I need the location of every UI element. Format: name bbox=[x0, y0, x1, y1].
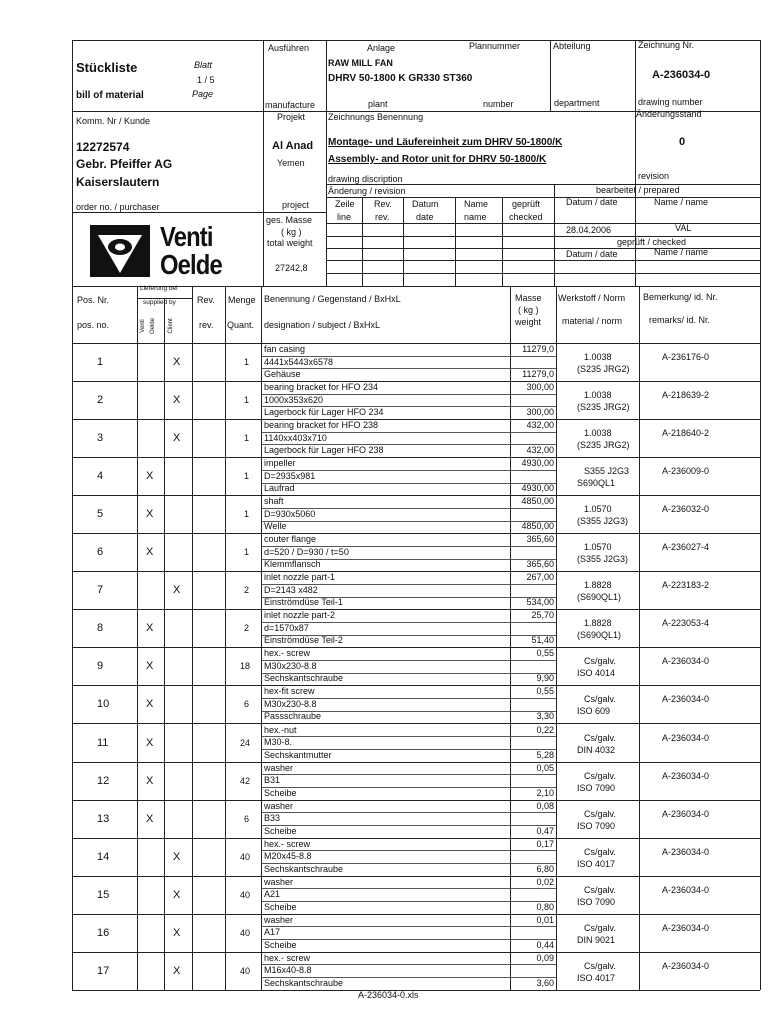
prepared-date: 28.04.2006 bbox=[566, 225, 612, 235]
table-row bbox=[72, 419, 760, 457]
material-name: 1.0038 bbox=[584, 352, 612, 362]
supplied-venti-mark: X bbox=[146, 508, 154, 521]
designation-de: Lagerbock für Lager HFO 234 bbox=[264, 407, 384, 418]
line-label: line bbox=[337, 212, 352, 222]
pos-number: 10 bbox=[97, 698, 110, 711]
pos-number: 5 bbox=[97, 508, 104, 521]
pos-number: 12 bbox=[97, 774, 110, 787]
table-row bbox=[72, 914, 760, 952]
designation-en: washer bbox=[264, 762, 294, 773]
remark-id: A-223053-4 bbox=[662, 618, 710, 629]
designation-en: shaft bbox=[264, 496, 284, 507]
designation-en: impeller bbox=[264, 458, 296, 469]
material-name: Cs/galv. bbox=[584, 846, 616, 857]
material-norm: ISO 4014 bbox=[577, 668, 616, 679]
unit-weight: 0,08 bbox=[536, 800, 554, 811]
material-norm: ISO 7090 bbox=[577, 782, 616, 793]
quantity: 1 bbox=[244, 471, 250, 482]
designation-en: couter flange bbox=[264, 534, 317, 545]
designation-de: Sechskantschraube bbox=[264, 863, 344, 874]
unit-weight: 0,05 bbox=[536, 762, 554, 773]
drawing-title-de: Montage- und Läufereinheit zum DHRV 50-1800/K bbox=[328, 137, 563, 148]
material-norm: ISO 7090 bbox=[577, 820, 616, 831]
quantity: 1 bbox=[244, 357, 250, 367]
remark-id: A-236034-0 bbox=[662, 694, 710, 705]
quantity: 42 bbox=[240, 775, 251, 786]
quantity: 2 bbox=[244, 585, 250, 596]
plannummer-label: Plannummer bbox=[469, 41, 521, 51]
pos-number: 9 bbox=[97, 660, 104, 673]
unit-weight: 0,55 bbox=[536, 686, 554, 697]
supplied-client-mark: X bbox=[173, 394, 181, 407]
designation-en: hex.- screw bbox=[264, 838, 311, 849]
unit-weight: 25,70 bbox=[531, 610, 554, 621]
venti-oelde-logo bbox=[90, 223, 250, 279]
unit-weight: 0,22 bbox=[536, 724, 554, 735]
designation-de: Sechskantmutter bbox=[264, 749, 332, 760]
material-norm: (S690QL1) bbox=[577, 592, 622, 603]
designation-de: Scheibe bbox=[264, 939, 297, 950]
oelde-column-label: Oelde bbox=[150, 318, 156, 335]
quantity: 2 bbox=[244, 623, 250, 634]
bemerkung-header: Bemerkung/ id. Nr. bbox=[643, 292, 718, 302]
revision-value: 0 bbox=[679, 136, 686, 148]
quantity: 40 bbox=[240, 927, 251, 938]
masse-kg-header: ( kg ) bbox=[518, 305, 539, 315]
designation-de: Einströmdüse Teil-2 bbox=[264, 635, 343, 646]
unit-weight: 4850,00 bbox=[521, 496, 554, 507]
material-norm: ISO 4017 bbox=[577, 972, 616, 983]
remark-id: A-236034-0 bbox=[662, 808, 710, 819]
geprueft-checked-label: geprüft / checked bbox=[617, 237, 687, 247]
customer-city: Kaiserslautern bbox=[76, 175, 160, 189]
number-label: number bbox=[483, 99, 514, 109]
unit-weight: 4930,00 bbox=[521, 458, 554, 469]
supplied-venti-mark: X bbox=[146, 812, 154, 825]
material-name: 1.8828 bbox=[584, 580, 612, 591]
pos-number: 1 bbox=[97, 356, 104, 368]
supplied-client-mark: X bbox=[173, 850, 181, 863]
designation-dims: 1140xx403x710 bbox=[264, 432, 327, 443]
total-item-weight: 6,80 bbox=[536, 863, 554, 874]
designation-en: hex.-nut bbox=[264, 724, 297, 735]
table-row bbox=[72, 457, 760, 495]
ausfuehren-label: Ausführen bbox=[268, 43, 310, 53]
unit-weight: 0,09 bbox=[536, 952, 554, 963]
supplied-client-mark: X bbox=[173, 926, 181, 939]
checked-header: checked bbox=[509, 212, 543, 222]
designation-en: bearing bracket for HFO 234 bbox=[264, 382, 379, 393]
material-norm: (S355 J2G3) bbox=[577, 554, 629, 565]
material-name: 1.0038 bbox=[584, 428, 612, 439]
unit-weight: 0,17 bbox=[536, 838, 554, 849]
total-item-weight: 5,28 bbox=[536, 749, 554, 760]
zeichnung-nr-label: Zeichnung Nr. bbox=[638, 40, 695, 50]
table-row bbox=[72, 533, 760, 571]
drawing-number: A-236034-0 bbox=[652, 69, 711, 81]
werkstoff-header: Werkstoff / Norm bbox=[558, 293, 626, 303]
manufacture-label: manufacture bbox=[265, 100, 316, 110]
supplied-venti-mark: X bbox=[146, 736, 154, 749]
pos-number: 2 bbox=[97, 394, 104, 407]
material-norm: ISO 609 bbox=[577, 706, 611, 717]
supplied-client-mark: X bbox=[173, 584, 181, 597]
table-row bbox=[72, 647, 760, 685]
material-name: 1.8828 bbox=[584, 618, 612, 629]
table-row bbox=[72, 762, 760, 800]
total-item-weight: 0,44 bbox=[536, 939, 554, 950]
designation-de: Gehäuse bbox=[264, 369, 301, 379]
designation-dims: 1000x353x620 bbox=[264, 394, 324, 405]
supplied-client-mark: X bbox=[173, 888, 181, 901]
material-norm: (S690QL1) bbox=[577, 630, 622, 641]
unit-weight: 0,01 bbox=[536, 914, 554, 925]
quantity: 1 bbox=[244, 509, 250, 520]
pos-number: 15 bbox=[97, 888, 110, 901]
designation-dims: M30x230-8.8 bbox=[264, 660, 317, 671]
total-item-weight: 51,40 bbox=[531, 635, 554, 646]
unit-weight: 432,00 bbox=[526, 420, 554, 431]
zeichnungs-benennung-label: Zeichnungs Benennung bbox=[328, 112, 424, 122]
pos-number: 14 bbox=[97, 850, 110, 863]
designation-de: Scheibe bbox=[264, 787, 297, 798]
designation-en: hex.- screw bbox=[264, 952, 311, 963]
table-row bbox=[72, 838, 760, 876]
designation-dims: B33 bbox=[264, 813, 281, 824]
material-norm: (S235 JRG2) bbox=[577, 440, 630, 451]
pos-number: 8 bbox=[97, 622, 104, 635]
rev-header: Rev. bbox=[374, 199, 392, 209]
bearbeitet-label: bearbeitet / prepared bbox=[596, 185, 680, 195]
designation-de: Lagerbock für Lager HFO 238 bbox=[264, 445, 384, 456]
material-name: S355 J2G3 bbox=[584, 466, 630, 477]
prepared-date-header: Datum / date bbox=[566, 197, 618, 207]
checked-name-header: Name / name bbox=[654, 247, 709, 257]
checked-date-header: Datum / date bbox=[566, 249, 618, 259]
designation-dims: d=1570x87 bbox=[264, 622, 309, 633]
table-row bbox=[72, 952, 760, 990]
remark-id: A-236034-0 bbox=[662, 846, 710, 857]
total-item-weight: 0,80 bbox=[536, 901, 554, 912]
department-label: department bbox=[554, 98, 600, 108]
total-item-weight: 4850,00 bbox=[521, 521, 554, 532]
projekt-label: Projekt bbox=[277, 112, 306, 122]
remark-id: A-236027-4 bbox=[662, 542, 710, 553]
lieferung-header: Lieferung bei bbox=[140, 285, 178, 292]
quantity: 6 bbox=[244, 813, 250, 824]
benennung-header: Benennung / Gegenstand / BxHxL bbox=[264, 294, 401, 304]
supplied-venti-mark: X bbox=[146, 622, 154, 635]
masse-header: Masse bbox=[515, 293, 542, 303]
rev-header-lc: rev. bbox=[375, 212, 390, 222]
remark-id: A-236034-0 bbox=[662, 884, 710, 895]
designation-de: Scheibe bbox=[264, 825, 297, 836]
logo-text-oelde: Oelde bbox=[160, 249, 222, 280]
pos-number: 7 bbox=[97, 584, 104, 597]
title-stueckliste: Stückliste bbox=[76, 60, 138, 75]
project-label: project bbox=[282, 200, 310, 210]
designation-dims: A17 bbox=[264, 927, 281, 938]
drawing-number-label: drawing number bbox=[638, 97, 703, 107]
designation-en: hex.- screw bbox=[264, 648, 311, 659]
unit-weight: 0,02 bbox=[536, 876, 554, 887]
bill-of-material-sheet bbox=[72, 40, 760, 990]
title-bill-of-material: bill of material bbox=[76, 90, 144, 101]
unit-weight: 300,00 bbox=[526, 382, 554, 393]
blatt-label: Blatt bbox=[194, 60, 213, 70]
designation-dims: 4441x5443x6578 bbox=[264, 356, 334, 367]
drawing-title-en: Assembly- and Rotor unit for DHRV 50-1800/K bbox=[328, 154, 547, 165]
material-name: Cs/galv. bbox=[584, 960, 616, 971]
total-weight-value: 27242,8 bbox=[275, 263, 308, 273]
plant-name-2: DHRV 50-1800 K GR330 ST360 bbox=[328, 73, 473, 84]
material-name: Cs/galv. bbox=[584, 732, 616, 743]
table-row bbox=[72, 876, 760, 914]
table-row bbox=[72, 800, 760, 838]
total-item-weight: 300,00 bbox=[526, 407, 554, 418]
name-header: Name bbox=[464, 199, 489, 209]
material-norm: DIN 4032 bbox=[577, 744, 616, 755]
table-row bbox=[72, 343, 760, 381]
designation-en: washer bbox=[264, 876, 294, 887]
supplied-client-mark: X bbox=[173, 432, 181, 445]
kg-label: ( kg ) bbox=[281, 227, 302, 237]
total-item-weight: 534,00 bbox=[526, 597, 554, 608]
aenderungsstand-label: Änderungsstand bbox=[636, 109, 702, 119]
material-name: Cs/galv. bbox=[584, 922, 616, 933]
table-row bbox=[72, 571, 760, 609]
designation-en: hex-fit screw bbox=[264, 686, 315, 697]
remark-id: A-236009-0 bbox=[662, 466, 710, 477]
designation-de: Welle bbox=[264, 521, 287, 532]
weight-header: weight bbox=[515, 317, 542, 327]
designation-en: bearing bracket for HFO 238 bbox=[264, 420, 379, 431]
remark-id: A-218640-2 bbox=[662, 428, 710, 439]
designation-de: Laufrad bbox=[264, 483, 295, 494]
plant-label: plant bbox=[368, 99, 388, 109]
unit-weight: 0,55 bbox=[536, 648, 554, 659]
material-name: Cs/galv. bbox=[584, 884, 616, 895]
table-row bbox=[72, 495, 760, 533]
table-row bbox=[72, 381, 760, 419]
supplied-venti-mark: X bbox=[146, 698, 154, 711]
date-header: date bbox=[416, 212, 434, 222]
order-label: order no. / purchaser bbox=[76, 202, 160, 212]
prepared-name-header: Name / name bbox=[654, 197, 709, 207]
quantity: 40 bbox=[240, 851, 251, 862]
designation-en: washer bbox=[264, 914, 294, 925]
name-header-lc: name bbox=[464, 212, 487, 222]
quant-header: Quant. bbox=[227, 320, 255, 330]
sheet-number: 1 / 5 bbox=[197, 75, 215, 85]
menge-header: Menge bbox=[228, 295, 256, 305]
designation-de: Passschraube bbox=[264, 711, 322, 722]
quantity: 40 bbox=[240, 965, 251, 976]
designation-de: Klemmflansch bbox=[264, 559, 321, 570]
supplied-venti-mark: X bbox=[146, 660, 154, 673]
pos-number: 16 bbox=[97, 926, 110, 939]
remark-id: A-236034-0 bbox=[662, 922, 710, 933]
material-name: 1.0570 bbox=[584, 542, 612, 553]
quantity: 6 bbox=[244, 699, 250, 710]
designation-en: washer bbox=[264, 800, 294, 811]
pos-number: 17 bbox=[97, 964, 110, 977]
table-row bbox=[72, 724, 760, 762]
pos-no-header: pos. no. bbox=[77, 320, 110, 330]
quantity: 24 bbox=[240, 737, 251, 748]
project-name: Al Anad bbox=[272, 140, 314, 152]
revision-label: revision bbox=[638, 171, 670, 181]
quantity: 40 bbox=[240, 889, 251, 900]
material-norm: DIN 9021 bbox=[577, 934, 616, 945]
table-row bbox=[72, 609, 760, 647]
pos-number: 13 bbox=[97, 812, 110, 825]
venti-column-label: Venti bbox=[140, 319, 146, 333]
page-label: Page bbox=[192, 89, 214, 99]
material-name: Cs/galv. bbox=[584, 770, 616, 781]
designation-header: designation / subject / BxHxL bbox=[264, 320, 381, 330]
designation-de: Sechskantschraube bbox=[264, 673, 344, 684]
designation-dims: A21 bbox=[264, 889, 281, 900]
total-item-weight: 2,10 bbox=[536, 787, 554, 798]
designation-dims: M16x40-8.8 bbox=[264, 965, 312, 976]
quantity: 18 bbox=[240, 661, 251, 672]
remark-id: A-223183-2 bbox=[662, 580, 710, 591]
table-row bbox=[72, 685, 760, 723]
pos-number: 4 bbox=[97, 470, 104, 483]
ges-masse-label: ges. Masse bbox=[266, 215, 313, 225]
designation-dims: B31 bbox=[264, 775, 281, 786]
pos-nr-header: Pos. Nr. bbox=[77, 295, 110, 305]
total-item-weight: 432,00 bbox=[526, 445, 554, 456]
remark-id: A-236032-0 bbox=[662, 504, 710, 515]
designation-en: inlet nozzle part-1 bbox=[264, 572, 336, 583]
material-name: Cs/galv. bbox=[584, 694, 616, 705]
supplied-client-mark: X bbox=[173, 356, 181, 368]
designation-dims: d=520 / D=930 / t=50 bbox=[264, 546, 349, 557]
material-norm: ISO 4017 bbox=[577, 858, 616, 869]
komm-label: Komm. Nr / Kunde bbox=[76, 116, 151, 126]
pos-number: 11 bbox=[97, 736, 109, 749]
designation-dims: M20x45-8.8 bbox=[264, 851, 312, 862]
remark-id: A-236034-0 bbox=[662, 656, 710, 667]
remark-id: A-218639-2 bbox=[662, 390, 710, 401]
designation-de: Scheibe bbox=[264, 901, 297, 912]
material-norm: S690QL1 bbox=[577, 478, 616, 489]
material-norm: ISO 7090 bbox=[577, 896, 616, 907]
remark-id: A-236034-0 bbox=[662, 960, 710, 971]
rev-column-header: Rev. bbox=[197, 295, 215, 305]
rev-column-header-lc: rev. bbox=[199, 320, 214, 330]
unit-weight: 365,60 bbox=[526, 534, 554, 545]
material-norm: (S235 JRG2) bbox=[577, 364, 630, 374]
footer-filename: A-236034-0.xls bbox=[358, 990, 419, 1000]
supplied-venti-mark: X bbox=[146, 470, 154, 483]
material-norm: (S235 JRG2) bbox=[577, 402, 630, 413]
supplied-by-header: supplied by bbox=[143, 299, 176, 306]
designation-en: fan casing bbox=[264, 344, 306, 354]
total-item-weight: 3,30 bbox=[536, 711, 554, 722]
designation-dims: D=2935x981 bbox=[264, 470, 316, 481]
quantity: 1 bbox=[244, 433, 250, 444]
supplied-client-mark: X bbox=[173, 964, 181, 977]
total-item-weight: 365,60 bbox=[526, 559, 554, 570]
material-name: 1.0038 bbox=[584, 390, 612, 401]
remark-id: A-236034-0 bbox=[662, 732, 710, 743]
total-item-weight: 0,47 bbox=[536, 825, 554, 836]
designation-dims: D=2143 x482 bbox=[264, 584, 318, 595]
material-header: material / norm bbox=[562, 316, 623, 326]
designation-en: inlet nozzle part-2 bbox=[264, 610, 336, 621]
project-country: Yemen bbox=[277, 158, 305, 168]
unit-weight: 267,00 bbox=[526, 572, 554, 583]
anlage-label: Anlage bbox=[367, 43, 396, 53]
material-name: Cs/galv. bbox=[584, 808, 616, 819]
remarks-header: remarks/ id. Nr. bbox=[649, 315, 711, 325]
designation-dims: M30-8. bbox=[264, 737, 293, 747]
komm-number: 12272574 bbox=[76, 140, 130, 154]
quantity: 1 bbox=[244, 395, 250, 406]
total-item-weight: 11279,0 bbox=[522, 369, 554, 379]
designation-dims: D=930x5060 bbox=[264, 508, 316, 519]
designation-de: Einströmdüse Teil-1 bbox=[264, 597, 343, 608]
drawing-description-label: drawing discription bbox=[328, 174, 403, 184]
total-item-weight: 9,90 bbox=[536, 673, 554, 684]
client-column-label: Client bbox=[168, 318, 174, 334]
total-item-weight: 3,60 bbox=[536, 977, 554, 988]
aenderung-label: Änderung / revision bbox=[328, 186, 406, 196]
designation-dims: M30x230-8.8 bbox=[264, 698, 317, 709]
supplied-venti-mark: X bbox=[146, 546, 154, 559]
material-name: Cs/galv. bbox=[584, 656, 616, 667]
total-weight-label: total weight bbox=[267, 238, 313, 248]
total-item-weight: 4930,00 bbox=[521, 483, 554, 494]
remark-id: A-236176-0 bbox=[662, 352, 710, 362]
quantity: 1 bbox=[244, 547, 250, 558]
customer-name: Gebr. Pfeiffer AG bbox=[76, 157, 173, 171]
abteilung-label: Abteilung bbox=[553, 41, 591, 51]
unit-weight: 11279,0 bbox=[522, 344, 554, 354]
geprueft-header: geprüft bbox=[512, 199, 541, 209]
datum-header: Datum bbox=[412, 199, 439, 209]
material-norm: (S355 J2G3) bbox=[577, 516, 629, 527]
pos-number: 6 bbox=[97, 546, 104, 559]
remark-id: A-236034-0 bbox=[662, 770, 710, 781]
supplied-venti-mark: X bbox=[146, 774, 154, 787]
logo-text-venti: Venti bbox=[160, 221, 213, 252]
designation-de: Sechskantschraube bbox=[264, 977, 344, 988]
pos-number: 3 bbox=[97, 432, 104, 445]
zeile-label: Zeile bbox=[335, 199, 355, 209]
material-name: 1.0570 bbox=[584, 504, 612, 515]
prepared-name: VAL bbox=[675, 223, 692, 233]
plant-name-1: RAW MILL FAN bbox=[328, 58, 393, 68]
